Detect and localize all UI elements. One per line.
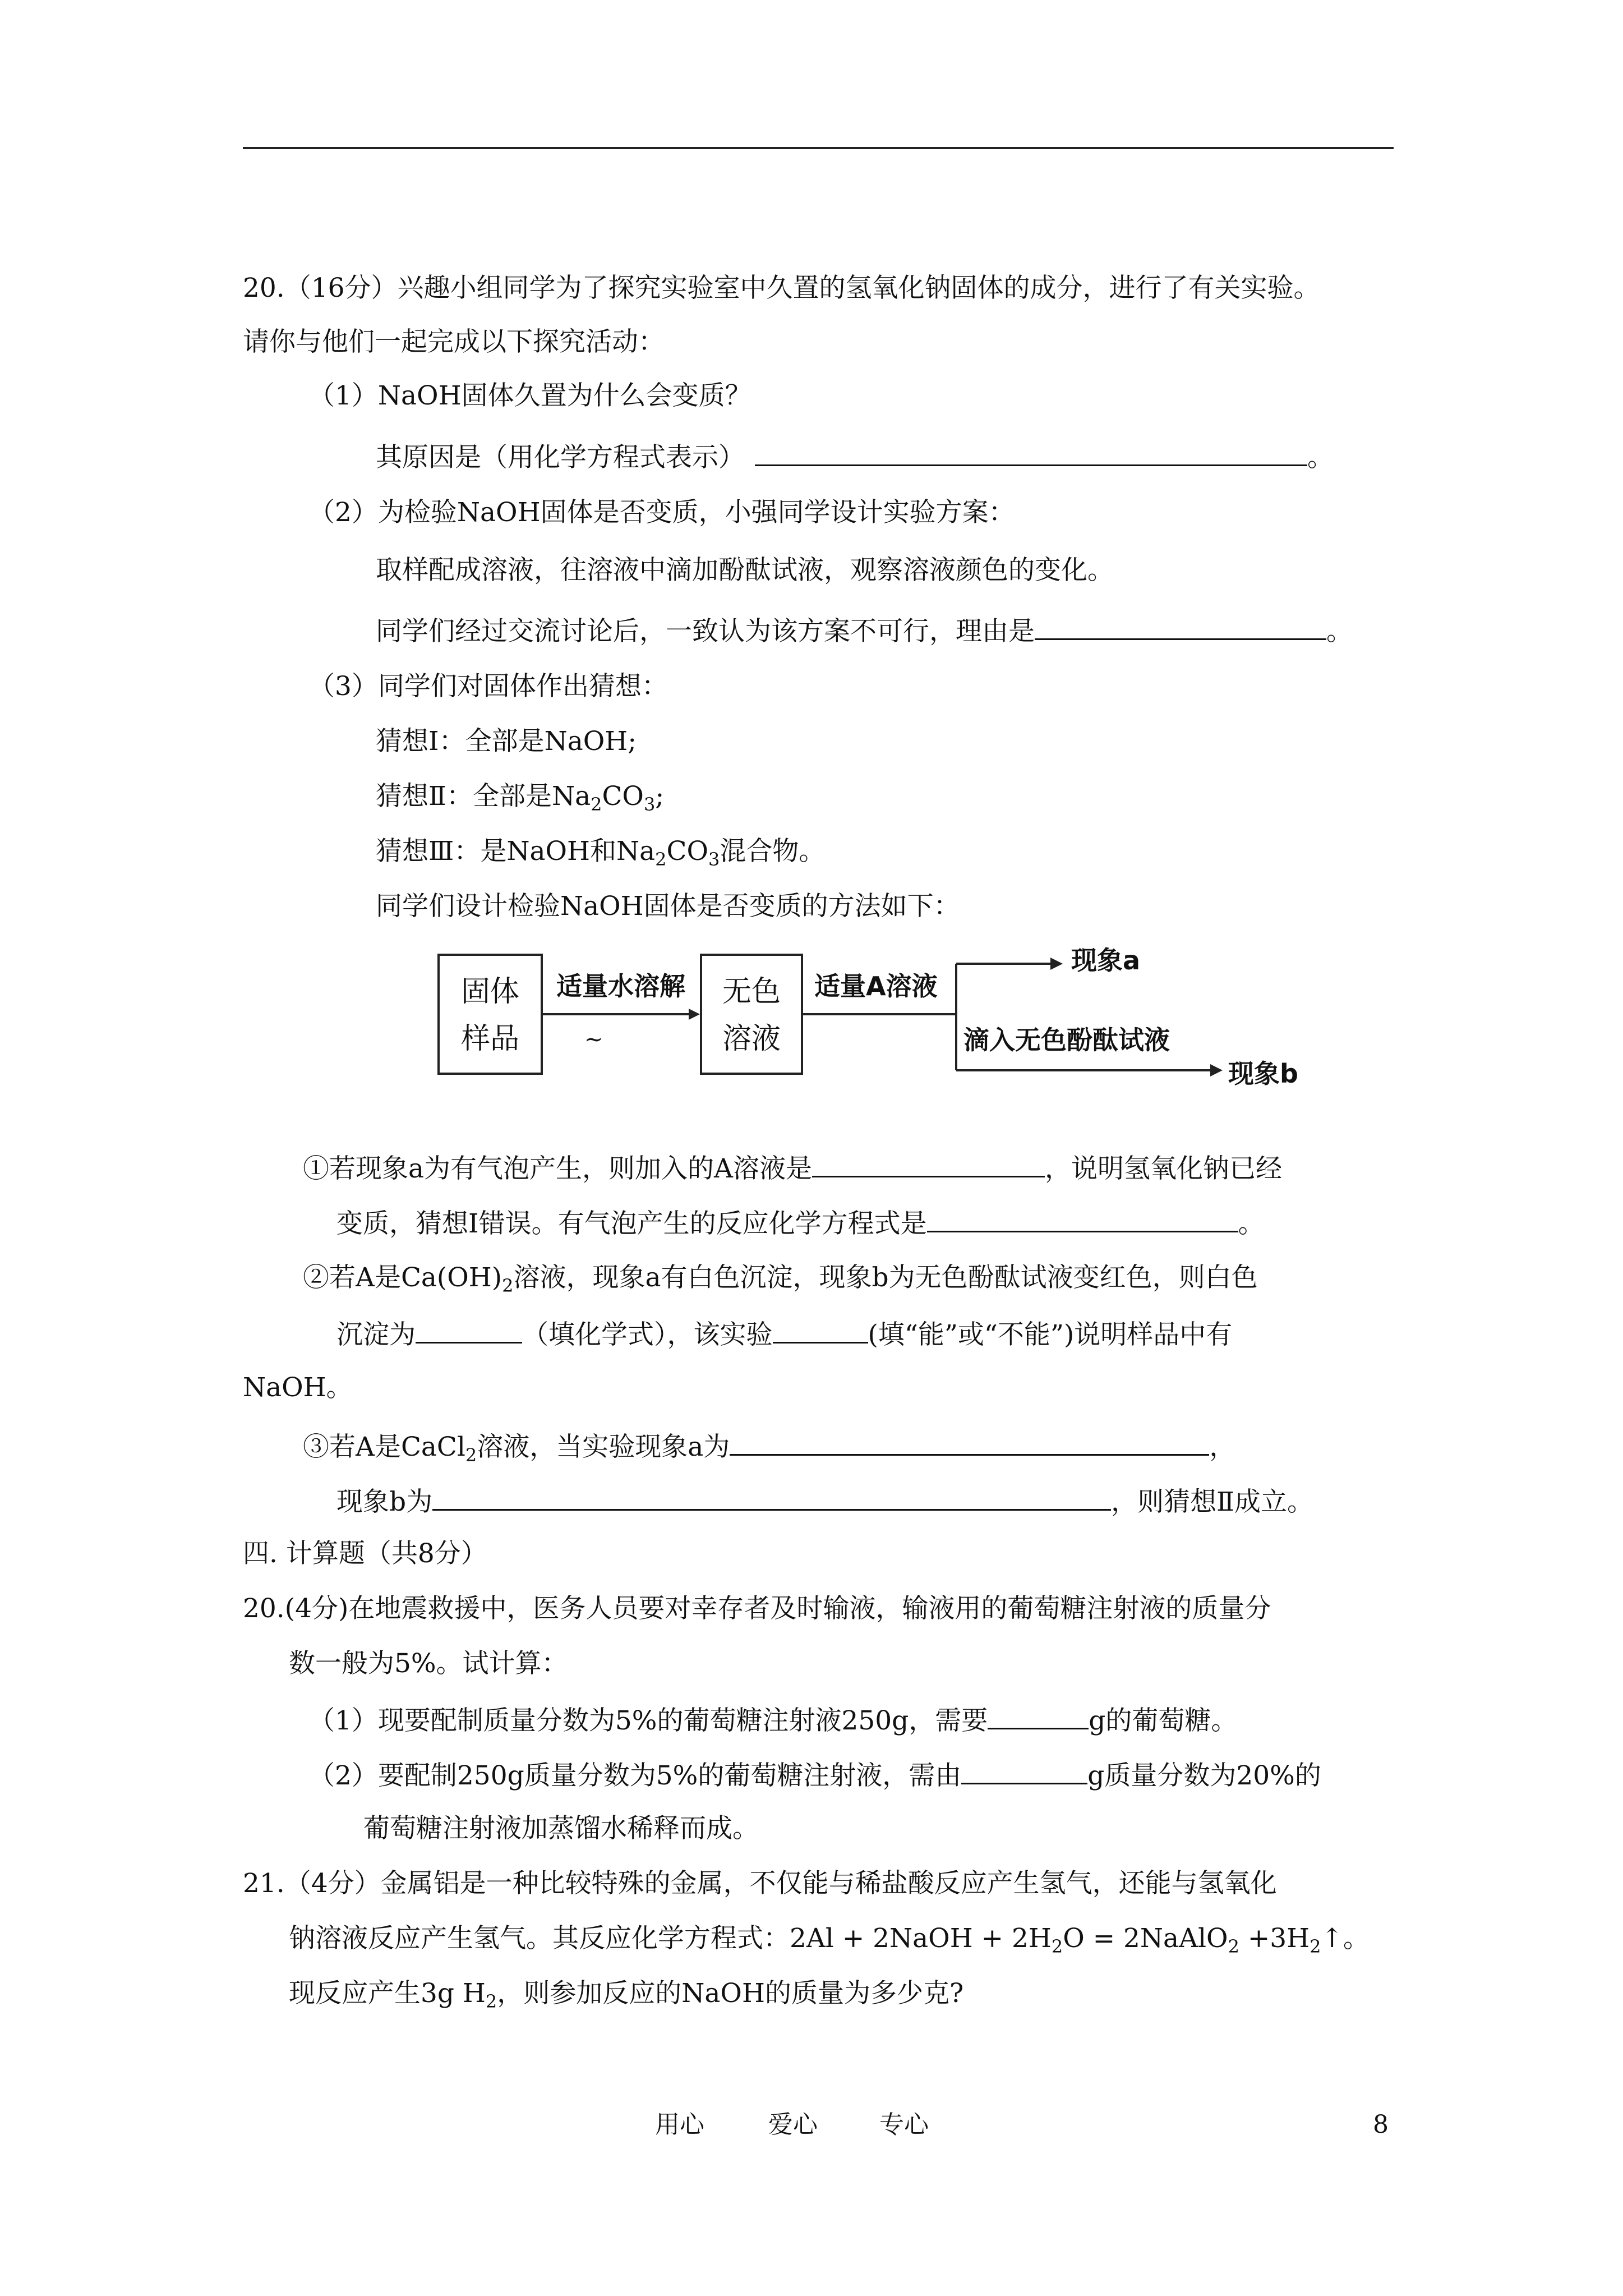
q20-title: 20.（16分）兴趣小组同学为了探究实验室中久置的氢氧化钠固体的成分，进行了有关实验。: [243, 273, 1320, 303]
guess-2: 猜想Ⅱ：全部是$Na_2CO_3$;: [376, 781, 665, 815]
flow-diagram: [437, 945, 1335, 1116]
footer-right: 专心: [879, 2110, 929, 2139]
guess-1: 猜想Ⅰ：全部是NaOH;: [376, 726, 637, 757]
answer-blank-3[interactable]: [812, 1149, 1045, 1177]
case2-line2: 沉淀为 （填化学式），该实验 (填“能”或“不能”)说明样品中有: [336, 1315, 1232, 1353]
page-number: 8: [1373, 2110, 1389, 2139]
case2-line1: ②若A是$Ca(OH)_2$溶液，现象a有白色沉淀，现象b为无色酚酞试液变红色，则白色: [303, 1262, 1258, 1296]
q20-part1-prompt: 其原因是（用化学方程式表示）: [376, 442, 745, 473]
q20-part2-plan: 取样配成溶液，往溶液中滴加酚酞试液，观察溶液颜色的变化。: [376, 555, 1114, 586]
answer-blank-4[interactable]: [927, 1204, 1238, 1232]
q20b-line1: 20.(4分)在地震救援中，医务人员要对幸存者及时输液，输液用的葡萄糖注射液的质量分: [243, 1593, 1271, 1624]
method-intro: 同学们设计检验NaOH固体是否变质的方法如下：: [376, 891, 960, 922]
q21-question-line: 现反应产生3g $H_2$，则参加反应的NaOH的质量为多少克?: [289, 1978, 964, 2012]
diagram-arrows: [437, 948, 1335, 1116]
answer-blank-2[interactable]: [1035, 611, 1326, 640]
q20-part1-answer-line: 其原因是（用化学方程式表示） 。: [376, 438, 1334, 476]
result-b-label: 现象b: [1228, 1059, 1298, 1089]
tilde-mark: ~: [584, 1027, 603, 1052]
q20-part2-question: （2）为检验NaOH固体是否变质，小强同学设计实验方案：: [308, 497, 1015, 528]
answer-blank-8[interactable]: [432, 1482, 1111, 1511]
step-dissolve-label: 适量水溶解: [556, 971, 685, 1001]
section-4-heading: 四. 计算题（共8分）: [243, 1538, 487, 1569]
answer-blank-9[interactable]: [988, 1701, 1089, 1729]
header-rule: [243, 147, 1394, 149]
answer-blank-5[interactable]: [416, 1315, 522, 1343]
case1-line1: ①若现象a为有气泡产生，则加入的A溶液是 ，说明氢氧化钠已经: [303, 1149, 1282, 1187]
q20-part2-reason: 同学们经过交流讨论后，一致认为该方案不可行，理由是: [376, 616, 1035, 647]
case2-line3: NaOH。: [243, 1372, 353, 1403]
box-solid-sample: 固体 样品: [437, 954, 543, 1075]
q20-part1-question: （1）NaOH固体久置为什么会变质？: [308, 380, 751, 411]
q20b-part2-cont: 葡萄糖注射液加蒸馏水稀释而成。: [363, 1813, 759, 1844]
guess-3: 猜想Ⅲ：是NaOH和$Na_2CO_3$混合物。: [376, 836, 826, 870]
case3-line1: ③若A是CaCl$_2$溶液，当实验现象a为 ，: [303, 1427, 1235, 1465]
q20-part2-reason-line: 同学们经过交流讨论后，一致认为该方案不可行，理由是 。: [376, 611, 1353, 650]
q20-part3-question: （3）同学们对固体作出猜想：: [308, 671, 668, 702]
q20b-part2: （2）要配制250g质量分数为5%的葡萄糖注射液，需由 g质量分数为20%的: [308, 1756, 1321, 1794]
footer-left: 用心: [655, 2110, 704, 2139]
footer-mid: 爱心: [768, 2110, 818, 2139]
answer-blank-7[interactable]: [730, 1427, 1209, 1456]
q20-intro: 请你与他们一起完成以下探究活动：: [243, 326, 665, 357]
box-colorless-solution: 无色 溶液: [700, 954, 803, 1075]
q21-line1: 21.（4分）金属铝是一种比较特殊的金属，不仅能与稀盐酸反应产生氢气，还能与氢氧化: [243, 1868, 1277, 1899]
answer-blank-1[interactable]: [755, 438, 1307, 466]
result-a-label: 现象a: [1071, 945, 1141, 976]
q20b-part1: （1）现要配制质量分数为5%的葡萄糖注射液250g，需要 g的葡萄糖。: [308, 1701, 1237, 1739]
step-phenolphthalein-label: 滴入无色酚酞试液: [963, 1025, 1170, 1055]
step-add-A-label: 适量A溶液: [814, 971, 938, 1001]
answer-blank-10[interactable]: [961, 1756, 1087, 1784]
q20b-line2: 数一般为5%。试计算：: [289, 1648, 568, 1679]
case3-line2: 现象b为 ，则猜想Ⅱ成立。: [336, 1482, 1313, 1520]
q21-equation-line: 钠溶液反应产生氢气。其反应化学方程式：2Al + 2NaOH + $2H_2O$ = 2NaAlO$_2$ $+3H_2↑$。: [289, 1923, 1370, 1957]
case1-line2: 变质，猜想Ⅰ错误。有气泡产生的反应化学方程式是 。: [336, 1204, 1265, 1242]
answer-blank-6[interactable]: [773, 1315, 868, 1343]
